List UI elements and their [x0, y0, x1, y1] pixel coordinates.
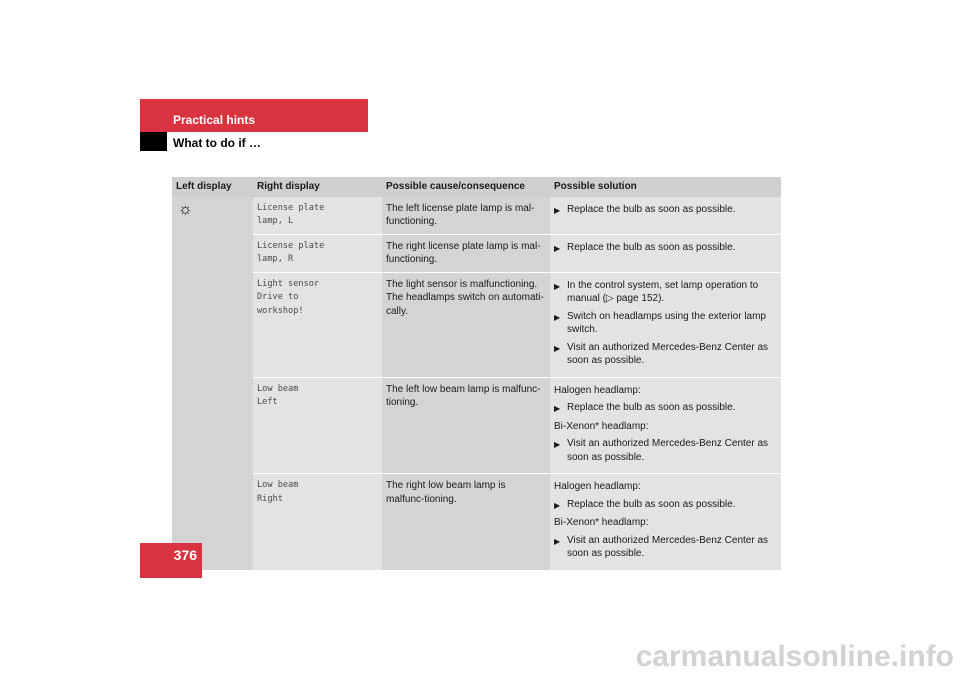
column-header-cause: Possible cause/consequence	[382, 177, 550, 197]
solution-step	[554, 341, 777, 368]
left-display-cell	[172, 197, 253, 571]
solution-step	[554, 279, 777, 306]
display-message-line: Low beam	[257, 383, 299, 394]
step-arrow-icon: ▶	[554, 205, 561, 215]
right-display-cell	[253, 197, 382, 235]
step-arrow-icon: ▶	[554, 404, 561, 413]
display-message-line: Light sensor	[257, 278, 320, 289]
solution-step	[554, 203, 777, 218]
right-display-cell	[253, 272, 382, 377]
solution-cell	[550, 377, 781, 474]
page-number-box	[140, 543, 202, 578]
solution-step	[554, 401, 777, 416]
solution-heading: Halogen headlamp:	[554, 481, 641, 492]
table-row	[172, 377, 781, 474]
step-arrow-icon: ▶	[554, 243, 561, 253]
column-header-right-display: Right display	[253, 177, 382, 197]
cause-cell: The right low beam lamp is malfunc-tioning.	[382, 474, 550, 571]
display-message-line: lamp, L	[257, 216, 294, 226]
solution-step	[554, 534, 777, 561]
step-arrow-icon: ▶	[554, 536, 561, 546]
solution-step-text: Replace the bulb as soon as possible.	[567, 241, 736, 253]
right-display-cell	[253, 234, 382, 272]
right-display-cell	[253, 377, 382, 474]
section-title: Practical hints	[173, 113, 256, 127]
column-header-left-display: Left display	[172, 177, 253, 197]
right-display-cell	[253, 474, 382, 571]
cause-cell: The right license plate lamp is mal-functioning.	[382, 234, 550, 272]
solution-heading: Halogen headlamp:	[554, 384, 641, 396]
column-header-solution: Possible solution	[550, 177, 781, 197]
solution-step-text: In the control system, set lamp operation to manual (▷ page 152).	[567, 279, 759, 304]
solution-step-text: Visit an authorized Mercedes-Benz Center as soon as possible.	[567, 438, 769, 463]
display-message-line: Left	[257, 397, 278, 407]
step-arrow-icon: ▶	[554, 343, 561, 353]
table-header-row	[172, 177, 781, 197]
solution-step-text: Replace the bulb as soon as possible.	[567, 203, 736, 215]
solution-step-text: Visit an authorized Mercedes-Benz Center as soon as possible.	[567, 534, 769, 559]
header-marker-block	[140, 132, 167, 151]
cause-cell: The left low beam lamp is malfunc-tioning.	[382, 377, 550, 474]
light-symbol-icon: ☼	[178, 200, 193, 218]
solution-heading: Bi-Xenon* headlamp:	[554, 517, 649, 528]
step-arrow-icon: ▶	[554, 500, 561, 510]
cause-cell: The left license plate lamp is mal-functioning.	[382, 197, 550, 235]
solution-step-text: Switch on headlamps using the exterior lamp switch.	[567, 310, 766, 335]
solution-cell	[550, 197, 781, 235]
step-arrow-icon: ▶	[554, 440, 561, 449]
display-message-line: Low beam	[257, 480, 299, 490]
page-number: 376	[173, 547, 197, 563]
solution-cell	[550, 272, 781, 377]
solution-step-text: Replace the bulb as soon as possible.	[567, 498, 736, 510]
solution-cell	[550, 474, 781, 571]
watermark: carmanualsonline.info	[635, 640, 954, 673]
page-subtitle: What to do if …	[173, 136, 261, 150]
solution-step	[554, 498, 777, 513]
section-header-bar	[140, 99, 368, 132]
table-row	[172, 234, 781, 272]
step-arrow-icon: ▶	[554, 312, 561, 322]
solution-step	[554, 241, 777, 256]
display-message-line: lamp, R	[257, 254, 294, 264]
solution-heading: Bi-Xenon* headlamp:	[554, 420, 649, 432]
solution-cell	[550, 234, 781, 272]
cause-cell: The light sensor is malfunctioning. The headlamps switch on automati-cally.	[382, 272, 550, 377]
table-row	[172, 197, 781, 235]
display-message-line: License plate	[257, 202, 325, 213]
table-row	[172, 272, 781, 377]
solution-step-text: Replace the bulb as soon as possible.	[567, 402, 736, 413]
troubleshooting-table	[172, 177, 781, 571]
display-message-line: Drive to	[257, 292, 299, 302]
display-message-line: workshop!	[257, 305, 304, 316]
solution-step	[554, 437, 777, 464]
table-row	[172, 474, 781, 571]
solution-step-text: Visit an authorized Mercedes-Benz Center as soon as possible.	[567, 341, 769, 366]
display-message-line: Right	[257, 493, 283, 504]
step-arrow-icon: ▶	[554, 281, 561, 291]
solution-step	[554, 310, 777, 337]
display-message-line: License plate	[257, 240, 325, 251]
